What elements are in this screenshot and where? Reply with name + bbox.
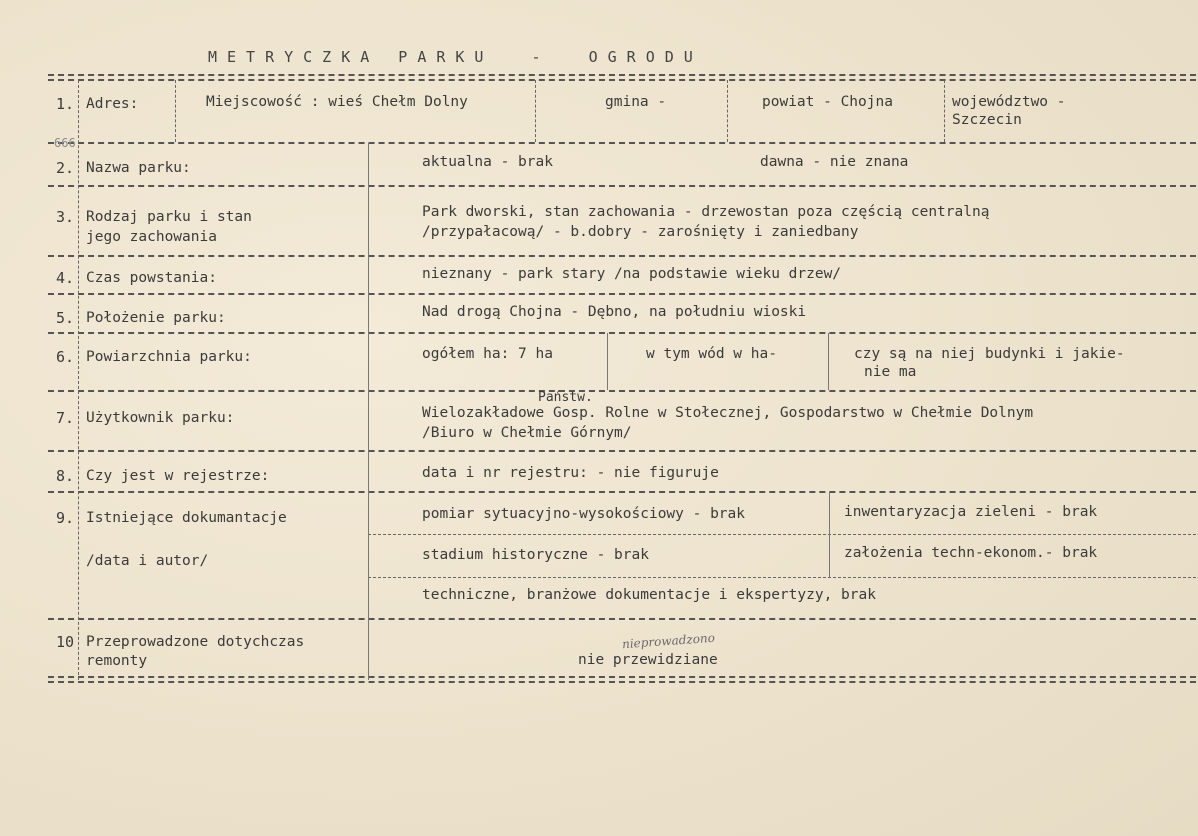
- rule-col-addr4: [944, 80, 945, 142]
- row1-wojewodztwo: województwo -: [952, 94, 1066, 110]
- row6-budynki-line2: nie ma: [864, 364, 917, 380]
- rule-row1: [48, 142, 1196, 144]
- row9-number: 9.: [56, 509, 75, 527]
- row9-pomiar: pomiar sytuacyjno-wysokościowy - brak: [422, 506, 746, 522]
- row5-number: 5.: [56, 309, 75, 327]
- rule-row6: [48, 390, 1196, 392]
- rule-row4: [48, 293, 1196, 295]
- row8-number: 8.: [56, 467, 75, 485]
- rule-col-main: [368, 143, 369, 680]
- rule-row2: [48, 185, 1196, 187]
- row9-techniczne: techniczne, branżowe dokumentacje i ekspertyzy, brak: [422, 587, 876, 603]
- row10-value: nie przewidziane: [578, 652, 718, 668]
- row2-aktualna: aktualna - brak: [422, 154, 553, 170]
- row4-value: nieznany - park stary /na podstawie wieku drzew/: [422, 266, 842, 282]
- row7-label: Użytkownik parku:: [86, 410, 235, 426]
- rule-col-addr3: [727, 80, 728, 142]
- row7-number: 7.: [56, 409, 75, 427]
- row3-value-line2: /przypałacową/ - b.dobry - zarośnięty i zaniedbany: [422, 224, 859, 240]
- rule-row9: [48, 618, 1196, 620]
- page-title: METRYCZKA PARKU - OGRODU: [208, 48, 703, 66]
- row5-label: Położenie parku:: [86, 310, 226, 326]
- row1-label: Adres:: [86, 96, 139, 112]
- row10-label-line2: remonty: [86, 653, 148, 669]
- row9-zalozenia: założenia techn-ekonom.- brak: [844, 545, 1098, 561]
- row6-budynki-line1: czy są na niej budynki i jakie-: [854, 346, 1125, 362]
- row10-handwritten-note: nieprowadzono: [621, 630, 716, 652]
- row3-label-line1: Rodzaj parku i stan: [86, 209, 252, 225]
- row9-label-line2: /data i autor/: [86, 553, 209, 569]
- rule-top-2: [48, 79, 1196, 81]
- row9-inwentaryzacja: inwentaryzacja zieleni - brak: [844, 504, 1098, 520]
- row1-miejscowosc: Miejscowość : wieś Chełm Dolny: [206, 94, 468, 110]
- row7-value-line1: Wielozakładowe Gosp. Rolne w Stołecznej, Gospodarstwo w Chełmie Dolnym: [422, 405, 1034, 421]
- row3-value-line1: Park dworski, stan zachowania - drzewostan poza częścią centralną: [422, 204, 990, 220]
- row9-stadium: stadium historyczne - brak: [422, 547, 649, 563]
- row3-number: 3.: [56, 208, 75, 226]
- rule-col-area2: [828, 333, 829, 390]
- row1-gmina: gmina -: [605, 94, 667, 110]
- rule-row9b: [368, 577, 1196, 578]
- row3-label-line2: jego zachowania: [86, 229, 217, 245]
- row2-label: Nazwa parku:: [86, 160, 191, 176]
- rule-row9a: [368, 534, 1196, 535]
- rule-top-1: [48, 74, 1196, 76]
- row2-dawna: dawna - nie znana: [760, 154, 909, 170]
- rule-bottom-2: [48, 681, 1196, 683]
- row6-number: 6.: [56, 348, 75, 366]
- row4-label: Czas powstania:: [86, 270, 217, 286]
- row10-label-line1: Przeprowadzone dotychczas: [86, 634, 305, 650]
- rule-row3: [48, 255, 1196, 257]
- row8-label: Czy jest w rejestrze:: [86, 468, 270, 484]
- row6-ogolem: ogółem ha: 7 ha: [422, 346, 553, 362]
- row4-number: 4.: [56, 269, 75, 287]
- row6-label: Powiarzchnia parku:: [86, 349, 252, 365]
- stray-mark: 666: [54, 136, 76, 150]
- row6-wody: w tym wód w ha-: [646, 346, 777, 362]
- row1-powiat: powiat - Chojna: [762, 94, 893, 110]
- row8-value: data i nr rejestru: - nie figuruje: [422, 465, 719, 481]
- rule-col-addr2: [535, 80, 536, 142]
- row10-number: 10: [56, 633, 75, 651]
- row1-wojewodztwo-name: Szczecin: [952, 112, 1022, 128]
- rule-row7: [48, 450, 1196, 452]
- row7-value-line2: /Biuro w Chełmie Górnym/: [422, 425, 632, 441]
- row2-number: 2.: [56, 159, 75, 177]
- row1-number: 1.: [56, 95, 75, 113]
- rule-col-area1: [607, 333, 608, 390]
- row9-label-line1: Istniejące dokumantacje: [86, 510, 287, 526]
- rule-col-addr1: [175, 80, 176, 142]
- rule-row8: [48, 491, 1196, 493]
- row5-value: Nad drogą Chojna - Dębno, na południu wioski: [422, 304, 807, 320]
- rule-col-docs: [829, 492, 830, 577]
- row7-insert-note: Państw.: [538, 390, 593, 405]
- rule-bottom-1: [48, 676, 1196, 678]
- rule-row5: [48, 332, 1196, 334]
- rule-col-num: [78, 80, 79, 680]
